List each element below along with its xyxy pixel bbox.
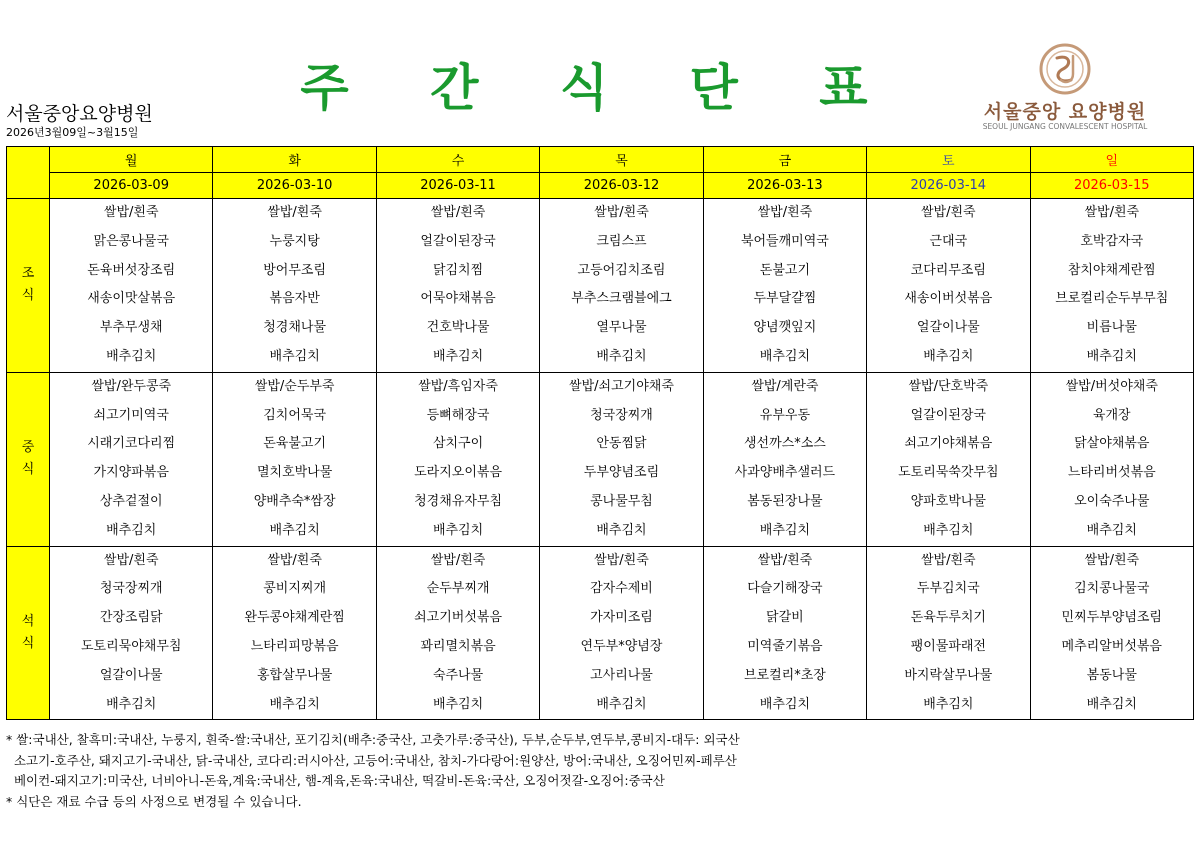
logo-name-english: SEOUL JUNGANG CONVALESCENT HOSPITAL	[982, 122, 1148, 131]
menu-item: 팽이물파래전	[910, 638, 986, 654]
menu-item: 멸치호박나물	[256, 465, 333, 481]
menu-cell-dinner-fri	[703, 546, 866, 720]
menu-item: 삼치구이	[432, 436, 484, 452]
note-line: 소고기-호주산, 돼지고기-국내산, 닭-국내산, 코다리:러시아산, 고등어:국내산, 참치-가다랑어:원양산, 방어:국내산, 오징어민찌-페루산	[6, 752, 737, 768]
menu-item: 얼갈이나물	[916, 320, 980, 336]
menu-item: 콩나물무침	[590, 493, 653, 509]
menu-item: 얼갈이된장국	[910, 407, 986, 423]
menu-item: 맑은콩나물국	[93, 233, 169, 249]
menu-item: 쌀밥/흰죽	[430, 552, 486, 568]
menu-item: 배추김치	[923, 522, 974, 538]
menu-item: 바지락살무나물	[904, 667, 993, 683]
menu-item: 봄동된장나물	[747, 493, 823, 509]
menu-item: 가지양파볶음	[93, 465, 169, 481]
menu-item: 닭살야채볶음	[1074, 436, 1150, 452]
menu-item: 쌀밥/흰죽	[103, 552, 159, 568]
menu-cell-breakfast-mon	[50, 199, 213, 373]
menu-item: 배추김치	[596, 348, 647, 364]
menu-body	[7, 199, 1194, 720]
menu-item: 부추스크램블에그	[571, 291, 672, 307]
day-header-mon: 월	[50, 147, 213, 173]
menu-period: 2026년3월09일~3월15일	[6, 126, 139, 139]
menu-item: 배추김치	[1086, 522, 1137, 538]
hospital-name: 서울중앙요양병원	[6, 103, 153, 125]
menu-item: 배추김치	[106, 522, 157, 538]
menu-item: 청경채나물	[263, 320, 327, 336]
day-header-thu: 목	[540, 147, 703, 173]
menu-item: 어묵야채볶음	[420, 291, 496, 307]
menu-cell-lunch-thu	[540, 372, 703, 546]
menu-item: 크림스프	[596, 233, 647, 249]
menu-item: 쌀밥/흰죽	[921, 205, 976, 220]
menu-item: 간장조림닭	[99, 610, 163, 626]
menu-item: 쇠고기버섯볶음	[414, 610, 502, 626]
menu-item: 봄동나물	[1086, 667, 1137, 683]
menu-item: 배추김치	[1086, 696, 1137, 712]
menu-item: 쌀밥/흰죽	[757, 205, 813, 220]
menu-item: 참치야채계란찜	[1067, 262, 1156, 278]
menu-item: 돈육불고기	[263, 436, 327, 452]
date-header-sun: 2026-03-15	[1030, 173, 1193, 199]
menu-item: 쌀밥/흰죽	[267, 552, 322, 568]
menu-item: 쌀밥/버섯야채죽	[1065, 378, 1158, 394]
menu-item: 배추김치	[759, 348, 811, 364]
note-line: * 쌀:국내산, 찰흑미:국내산, 누룽지, 흰죽-쌀:국내산, 포기김치(배추:중국산, 고춧가루:중국산), 두부,순두부,연두부,콩비지-대두: 외국산	[6, 732, 740, 747]
menu-item: 쌀밥/흰죽	[757, 552, 813, 568]
menu-item: 배추김치	[759, 696, 811, 712]
menu-item: 가자미조림	[590, 610, 653, 626]
menu-item: 돈육두루치기	[910, 610, 986, 626]
meal-label-breakfast: 조 식	[7, 199, 50, 373]
menu-item: 닭갈비	[766, 610, 804, 626]
menu-cell-breakfast-fri	[703, 199, 866, 373]
menu-item: 오이숙주나물	[1074, 493, 1150, 509]
menu-item: 배추김치	[1086, 348, 1137, 364]
menu-item: 돈불고기	[759, 262, 811, 278]
menu-item: 볶음자반	[269, 291, 320, 307]
menu-item: 안동찜닭	[596, 436, 647, 452]
menu-cell-lunch-fri	[703, 372, 866, 546]
menu-item: 두부달걀찜	[753, 291, 817, 307]
menu-cell-lunch-mon	[50, 372, 213, 546]
day-header-sun: 일	[1030, 147, 1193, 173]
menu-cell-lunch-wed	[376, 372, 539, 546]
menu-item: 상추겉절이	[99, 493, 163, 509]
menu-item: 쇠고기미역국	[93, 407, 169, 423]
menu-cell-dinner-thu	[540, 546, 703, 720]
menu-item: 김치콩나물국	[1074, 581, 1150, 597]
menu-cell-dinner-sun	[1030, 546, 1193, 720]
notes	[6, 730, 740, 812]
menu-item: 얼갈이나물	[99, 667, 163, 683]
menu-item: 코다리무조림	[910, 262, 986, 278]
page-title: 주 간 식 단 표	[300, 59, 900, 117]
date-header-row	[7, 173, 1194, 199]
menu-item: 배추김치	[923, 348, 974, 364]
menu-item: 쌀밥/쇠고기야채죽	[569, 378, 674, 394]
menu-item: 열무나물	[596, 320, 647, 336]
menu-item: 숙주나물	[432, 667, 484, 683]
menu-cell-lunch-sat	[867, 372, 1030, 546]
menu-item: 미역줄기볶음	[747, 638, 823, 654]
menu-item: 두부김치국	[916, 581, 980, 597]
meal-label-dinner: 석 식	[7, 546, 50, 720]
menu-item: 비름나물	[1086, 320, 1137, 336]
menu-cell-breakfast-wed	[376, 199, 539, 373]
menu-cell-dinner-mon	[50, 546, 213, 720]
menu-item: 브로컬리*초장	[743, 667, 826, 683]
menu-item: 배추김치	[432, 696, 484, 712]
menu-item: 도라지오이볶음	[414, 465, 502, 481]
menu-item: 쌀밥/흰죽	[430, 205, 486, 220]
menu-item: 누룽지탕	[269, 233, 320, 249]
meal-row-breakfast	[7, 199, 1194, 373]
menu-item: 쌀밥/순두부죽	[254, 378, 335, 394]
menu-item: 순두부찌개	[426, 581, 490, 597]
menu-item: 쌀밥/흰죽	[1084, 205, 1140, 220]
note-line: * 식단은 재료 수급 등의 사정으로 변경될 수 있습니다.	[6, 793, 302, 809]
menu-item: 꽈리멸치볶음	[420, 638, 496, 654]
logo-emblem-icon	[1033, 42, 1097, 98]
menu-item: 방어무조림	[263, 262, 327, 278]
menu-item: 민찌두부양념조림	[1061, 610, 1162, 626]
menu-item: 청경채유자무침	[414, 493, 502, 509]
menu-item: 닭김치찜	[432, 262, 484, 278]
menu-item: 쌀밥/흰죽	[594, 205, 649, 220]
menu-item: 건호박나물	[426, 320, 490, 336]
menu-item: 두부양념조림	[583, 465, 660, 481]
menu-cell-dinner-tue	[213, 546, 376, 720]
menu-item: 사과양배추샐러드	[734, 465, 836, 481]
menu-cell-dinner-wed	[376, 546, 539, 720]
menu-item: 쌀밥/계란죽	[751, 378, 819, 394]
menu-item: 배추김치	[759, 522, 811, 538]
menu-item: 고등어김치조림	[577, 262, 666, 278]
menu-item: 배추김치	[432, 348, 484, 364]
menu-item: 양념깻잎지	[753, 320, 817, 336]
menu-cell-breakfast-sat	[867, 199, 1030, 373]
menu-item: 얼갈이된장국	[420, 233, 496, 249]
menu-item: 느타리피망볶음	[250, 638, 339, 654]
day-header-tue: 화	[213, 147, 376, 173]
date-header-tue: 2026-03-10	[213, 173, 376, 199]
menu-item: 고사리나물	[590, 667, 653, 683]
menu-item: 쌀밥/흰죽	[103, 205, 159, 220]
menu-item: 쌀밥/흑임자죽	[418, 378, 498, 394]
menu-item: 북어들깨미역국	[740, 233, 829, 249]
menu-item: 다슬기해장국	[747, 581, 823, 597]
menu-item: 시래기코다리찜	[87, 436, 176, 452]
menu-item: 쌀밥/완두콩죽	[91, 378, 172, 394]
menu-cell-breakfast-sun	[1030, 199, 1193, 373]
menu-item: 배추김치	[432, 522, 484, 538]
menu-item: 청국장찌개	[99, 581, 163, 597]
meal-row-dinner	[7, 546, 1194, 720]
menu-item: 브로컬리순두부무침	[1055, 291, 1169, 307]
menu-item: 생선까스*소스	[743, 436, 826, 452]
note-line: 베이컨-돼지고기:미국산, 너비아니-돈육,계육:국내산, 햄-계육,돈육:국내산, 떡갈비-돈육:국산, 오징어젓갈-오징어:중국산	[6, 773, 665, 788]
menu-item: 김치어묵국	[263, 407, 327, 423]
menu-item: 홍합살무나물	[256, 667, 333, 683]
menu-item: 쌀밥/흰죽	[267, 205, 322, 220]
menu-cell-lunch-sun	[1030, 372, 1193, 546]
date-header-wed: 2026-03-11	[376, 173, 539, 199]
menu-item: 쌀밥/흰죽	[1084, 552, 1140, 568]
menu-cell-breakfast-tue	[213, 199, 376, 373]
meal-row-lunch	[7, 372, 1194, 546]
menu-item: 느타리버섯볶음	[1067, 465, 1156, 481]
logo-name-korean: 서울중앙 요양병원	[983, 101, 1147, 123]
menu-item: 배추김치	[106, 696, 157, 712]
menu-item: 양파호박나물	[910, 493, 986, 509]
menu-item: 완두콩야채계란찜	[244, 610, 345, 626]
menu-item: 쌀밥/흰죽	[921, 552, 976, 568]
menu-item: 쇠고기야채볶음	[904, 436, 993, 452]
day-header-sat: 토	[867, 147, 1030, 173]
menu-item: 연두부*양념장	[580, 638, 663, 654]
menu-cell-dinner-sat	[867, 546, 1030, 720]
menu-item: 돈육버섯장조림	[87, 262, 176, 278]
menu-cell-breakfast-thu	[540, 199, 703, 373]
menu-item: 근대국	[929, 233, 968, 249]
menu-item: 배추김치	[269, 348, 320, 364]
menu-item: 도토리묵야채무침	[80, 638, 182, 654]
date-header-fri: 2026-03-13	[703, 173, 866, 199]
menu-item: 등뼈해장국	[426, 407, 490, 423]
meal-label-lunch: 중 식	[7, 372, 50, 546]
weekly-menu-table	[6, 146, 1194, 720]
menu-item: 새송이맛살볶음	[87, 291, 176, 307]
menu-item: 부추무생채	[99, 320, 163, 336]
menu-item: 쌀밥/단호박죽	[908, 378, 989, 394]
weekday-header-row	[7, 147, 1194, 173]
menu-item: 호박감자국	[1080, 233, 1144, 249]
menu-item: 육개장	[1092, 407, 1131, 423]
menu-item: 감자수제비	[590, 581, 653, 597]
menu-item: 배추김치	[106, 348, 157, 364]
menu-cell-lunch-tue	[213, 372, 376, 546]
menu-item: 메추리알버섯볶음	[1061, 638, 1162, 654]
date-header-sat: 2026-03-14	[867, 173, 1030, 199]
day-header-fri: 금	[703, 147, 866, 173]
menu-item: 배추김치	[596, 522, 647, 538]
menu-item: 양배추숙*쌈장	[253, 493, 336, 509]
menu-item: 유부우동	[759, 407, 811, 423]
menu-item: 배추김치	[923, 696, 974, 712]
menu-item: 배추김치	[269, 522, 320, 538]
menu-item: 배추김치	[596, 696, 647, 712]
corner-cell	[7, 147, 50, 199]
menu-item: 쌀밥/흰죽	[594, 552, 649, 568]
menu-item: 배추김치	[269, 696, 320, 712]
hospital-logo	[975, 42, 1155, 134]
menu-item: 청국장찌개	[590, 407, 653, 423]
menu-item: 도토리묵쑥갓무침	[898, 465, 999, 481]
date-header-thu: 2026-03-12	[540, 173, 703, 199]
date-header-mon: 2026-03-09	[50, 173, 213, 199]
day-header-wed: 수	[376, 147, 539, 173]
menu-item: 콩비지찌개	[263, 581, 327, 597]
menu-item: 새송이버섯볶음	[904, 291, 993, 307]
